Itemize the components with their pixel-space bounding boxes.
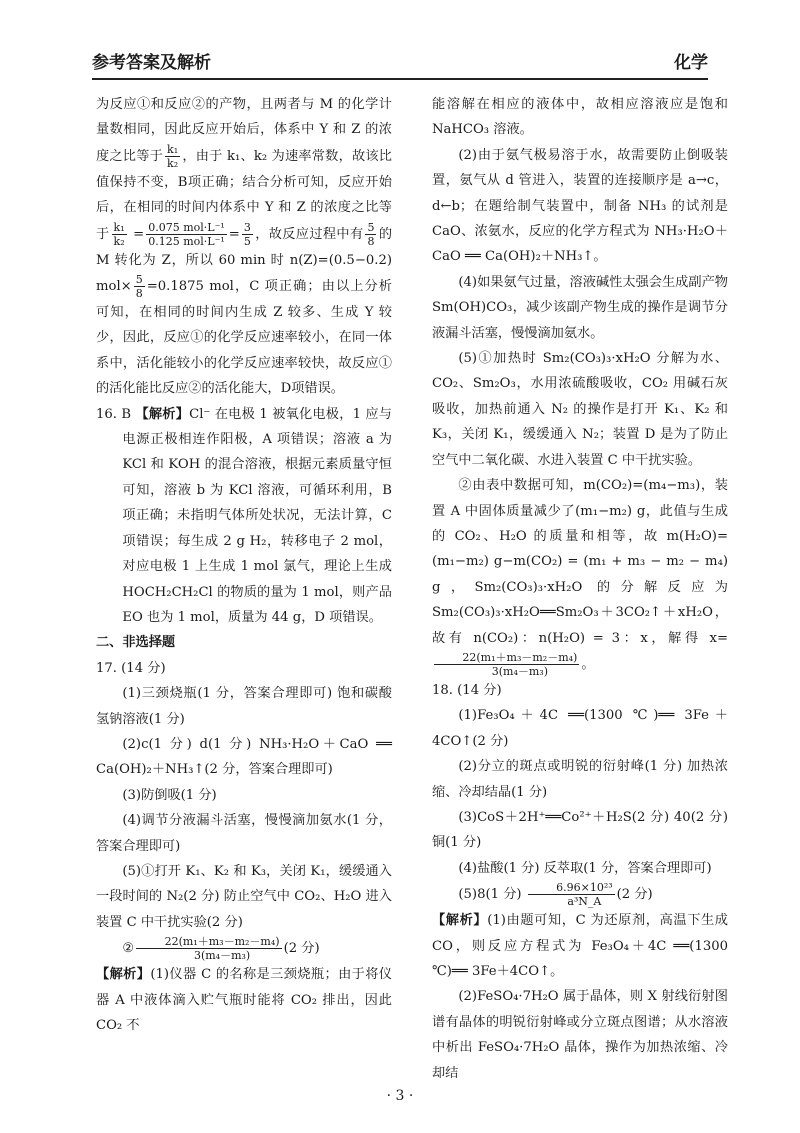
q17-item-2: (2)c(1 分) d(1 分) NH₃·H₂O＋CaO ══ Ca(OH)₂＋NH₃↑(2 分，答案合理即可) bbox=[96, 736, 392, 778]
q18-item-1: (1)Fe₃O₄＋4C ══(1300 ℃)══ 3Fe＋4CO↑(2 分) bbox=[432, 708, 728, 749]
q17-item-1: (1)三颈烧瓶(1 分，答案合理即可) 饱和碳酸氢钠溶液(1 分) bbox=[96, 686, 392, 727]
fraction: $\frac{\text{22(m₁＋m₃－m₂－m₄)}}{\text{3(m₄－m₃)}}$ bbox=[136, 935, 281, 962]
fraction: $\frac{5}{8}$ bbox=[367, 220, 375, 248]
page-header bbox=[92, 48, 708, 78]
fraction: $\frac{\text{22(m₁＋m₃－m₂－m₄)}}{\text{3(m₄－m₃)}}$ bbox=[434, 651, 579, 678]
section-heading: 二、非选择题 bbox=[96, 635, 176, 651]
q17-item-4: (4)调节分液漏斗活塞，慢慢滴加氨水(1 分，答案合理即可) bbox=[96, 813, 392, 854]
q17-analysis-5: (5)①加热时 Sm₂(CO₃)₃·xH₂O 分解为水、CO₂、Sm₂O₃，水用浓硫酸吸收，CO₂ 用碱石灰吸收，加热前通入 N₂ 的操作是打开 K₁、K₂ 和 K₃，关闭 K₁，缓缓通入 N₂；装置 D 是为了防止空气中二氧化碳、水进入装置 C 中干扰实验。 bbox=[432, 351, 728, 468]
q18-heading: 18. (14 分) bbox=[432, 682, 502, 698]
page-number: · 3 · bbox=[386, 1088, 414, 1104]
fraction: $\frac{\text{0.075 mol·L⁻¹}}{\text{0.125 mol·L⁻¹}}$ bbox=[148, 220, 225, 248]
q17-item-3: (3)防倒吸(1 分) bbox=[122, 787, 217, 803]
q17-item-5b: ② $\frac{\text{22(m₁＋m₃－m₂－m₄)}}{\text{3(m₄－m₃)}}$ (2 分) bbox=[122, 935, 320, 963]
right-column bbox=[432, 92, 728, 1086]
q17-analysis-4: (4)如果氨气过量，溶液碱性太强会生成副产物 Sm(OH)CO₃，减少该副产物生成的操作是调节分液漏斗活塞，慢慢滴加氨水。 bbox=[432, 274, 728, 341]
analysis-label: 【解析】 bbox=[135, 406, 190, 422]
q17-analysis-cont: 能溶解在相应的液体中，故相应溶液应是饱和 NaHCO₃ 溶液。 bbox=[432, 97, 728, 138]
q16-answer: 16. B 【解析】Cl⁻ 在电极 1 被氧化电极，1 应与电源正极相连作阳极，A 项错误；溶液 a 为 KCl 和 KOH 的混合溶液，根据元素质量守恒可知，溶液 b 为 KCl 溶液，可循环利用，B 项正确；未指明气体所处状况，无法计算，C 项错误；每生成 2 g H₂，转移电子 2 mol，对应电极 1 上生成 1 mol 氯气，理论上生成 HOCH₂CH₂Cl 的物质的量为 1 mol，则产品 EO 也为 1 mol，质量为 44 g，D 项错误。 bbox=[96, 406, 392, 625]
header-subject: 化学 bbox=[674, 53, 708, 73]
fraction: $\frac{\text{6.96×10²³}}{\text{a³N\_A}}$ bbox=[528, 881, 615, 908]
analysis-label: 【解析】 bbox=[432, 913, 488, 929]
q17-heading: 17. (14 分) bbox=[96, 660, 166, 676]
fraction: $\frac{\text{k₁}}{\text{k₂}}$ bbox=[167, 142, 179, 170]
left-column bbox=[96, 92, 392, 1038]
q18-item-4: (4)盐酸(1 分) 反萃取(1 分，答案合理即可) bbox=[458, 860, 712, 876]
q18-item-5: (5)8(1 分) $\frac{\text{6.96×10²³}}{\text{a³N\_A}}$ (2 分) bbox=[458, 881, 653, 909]
q18-analysis-2: (2)FeSO₄·7H₂O 属于晶体，则 X 射线衍射图谱有晶体的明锐衍射峰或分立斑点图谱；从水溶液中析出 FeSO₄·7H₂O 晶体，操作为加热浓缩、冷却结 bbox=[432, 989, 728, 1081]
analysis-label: 【解析】 bbox=[96, 967, 151, 983]
fraction: $\frac{3}{5}$ bbox=[243, 220, 251, 248]
fraction: $\frac{5}{8}$ bbox=[135, 273, 143, 301]
q17-analysis: 【解析】(1)仪器 C 的名称是三颈烧瓶；由于将仪器 A 中液体滴入贮气瓶时能将 CO₂ 排出，因此 CO₂ 不 bbox=[96, 967, 392, 1033]
q17-item-5: (5)①打开 K₁、K₂ 和 K₃，关闭 K₁，缓缓通入一段时间的 N₂(2 分) 防止空气中 CO₂、H₂O 进入装置 C 中干扰实验(2 分) bbox=[96, 863, 392, 930]
q15-continuation: 为反应①和反应②的产物，且两者与 M 的化学计量数相同，因此反应开始后，体系中 Y 和 Z 的浓度之比等于 $\frac{\text{k₁}}{\text{k₂}}$ ，由于 k₁、k₂ 为速率常数，故该比值保持不变，B项正确；结合分析可知，反应开始后，在相同的时间内体系中 Y 和 Z 的浓度之比等于 $\frac{\text{k₁}}{\text{k₂}}$ = $\frac{\text{0.075 mol·L⁻¹}}{\text{0.125 mol·L⁻¹}}$ = $\frac{3}{5}$ ，故反应过程中有 $\frac{5}{8}$ 的 M 转化为 Z，所以 60 min 时 n(Z)=(0.5−0.2) mol× $\frac{5}{8}$ =0.1875 mol，C 项正确；由以上分析可知，在相同的时间内生成 Z 较多、生成 Y 较少，因此，反应①的化学反应速率较小，在同一体系中，活化能较小的化学反应速率较快，故反应①的活化能比反应②的活化能大，D项错误。 bbox=[96, 97, 393, 397]
q18-item-3: (3)CoS＋2H⁺══Co²⁺＋H₂S(2 分) 40(2 分) 铜(1 分) bbox=[432, 809, 728, 851]
q18-item-2: (2)分立的斑点或明锐的衍射峰(1 分) 加热浓缩、冷却结晶(1 分) bbox=[432, 759, 728, 800]
q17-analysis-5b: ②由表中数据可知，m(CO₂)=(m₄−m₃)，装置 A 中固体质量减少了(m₁−m₂) g，此值与生成的 CO₂、H₂O 的质量和相等，故 m(H₂O)=(m₁−m₂) g−m(CO₂) = (m₁ + m₃ − m₂ − m₄) g，Sm₂(CO₃)₃·xH₂O 的分解反应为 Sm₂(CO₃)₃·xH₂O══Sm₂O₃＋3CO₂↑＋xH₂O，故有 n(CO₂)：n(H₂O) = 3：x，解得 x= $\frac{\text{22(m₁＋m₃－m₂－m₄)}}{\text{3(m₄－m₃)}}$ 。 bbox=[432, 478, 728, 678]
fraction: $\frac{\text{k₁}}{\text{k₂}}$ bbox=[113, 220, 125, 248]
header-title: 参考答案及解析 bbox=[92, 53, 211, 73]
q18-analysis: 【解析】(1)由题可知，C 为还原剂，高温下生成 CO，则反应方程式为 Fe₃O₄＋4C ══(1300 ℃)══ 3Fe＋4CO↑。 bbox=[432, 913, 728, 979]
header-rule bbox=[92, 78, 708, 80]
q17-analysis-2: (2)由于氨气极易溶于水，故需要防止倒吸装置，氨气从 d 管进入，装置的连接顺序是 a→c，d←b；在題给制气装置中，制备 NH₃ 的试剂是 CaO、浓氨水，反应的化学方程式为 NH₃·H₂O＋CaO ══ Ca(OH)₂＋NH₃↑。 bbox=[432, 147, 728, 265]
